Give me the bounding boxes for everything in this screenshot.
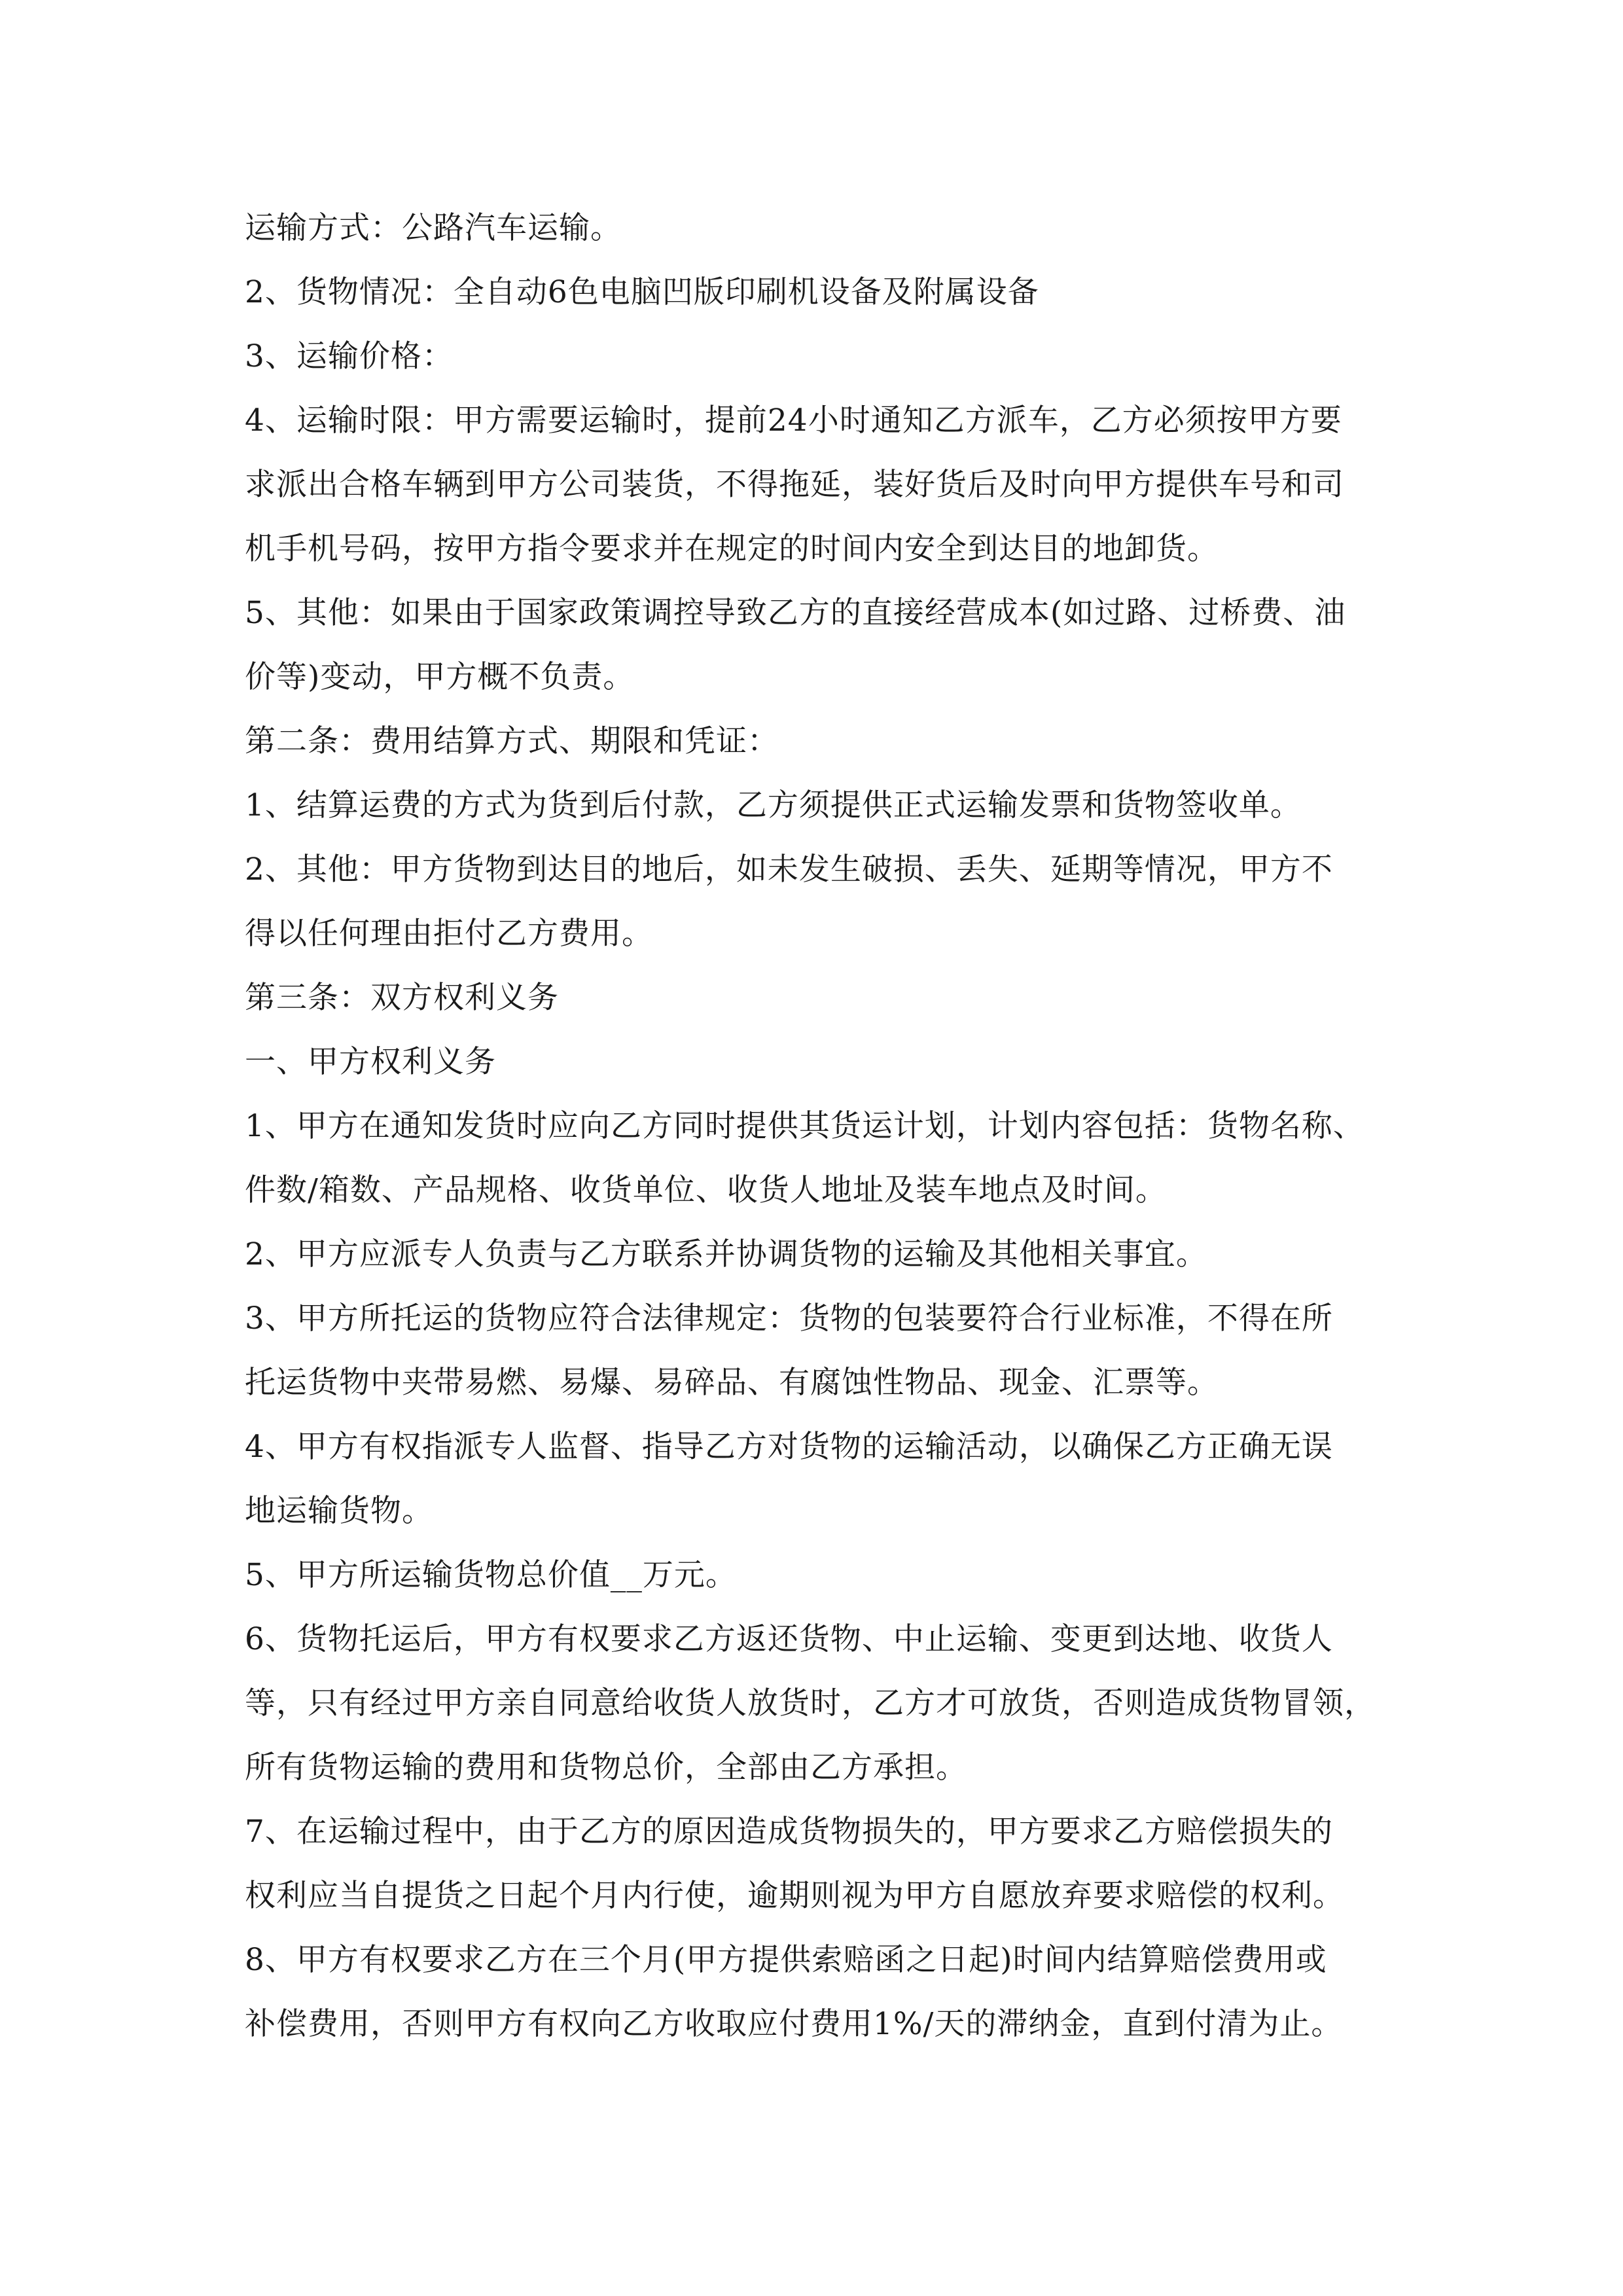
text-line: 件数/箱数、产品规格、收货单位、收货人地址及装车地点及时间。 <box>245 1172 1167 1208</box>
text-line: 所有货物运输的费用和货物总价，全部由乙方承担。 <box>245 1749 967 1785</box>
text-line: 5、其他：如果由于国家政策调控导致乙方的直接经营成本(如过路、过桥费、油 <box>245 595 1346 631</box>
text-line: 机手机号码，按甲方指令要求并在规定的时间内安全到达目的地卸货。 <box>245 531 1219 567</box>
text-line: 得以任何理由拒付乙方费用。 <box>245 916 653 952</box>
subsection-heading: 一、甲方权利义务 <box>245 1044 496 1080</box>
text-line: 2、甲方应派专人负责与乙方联系并协调货物的运输及其他相关事宜。 <box>245 1236 1207 1272</box>
text-line: 7、在运输过程中，由于乙方的原因造成货物损失的，甲方要求乙方赔偿损失的 <box>245 1814 1333 1850</box>
text-line: 4、甲方有权指派专人监督、指导乙方对货物的运输活动，以确保乙方正确无误 <box>245 1429 1333 1465</box>
text-line: 8、甲方有权要求乙方在三个月(甲方提供索赔函之日起)时间内结算赔偿费用或 <box>245 1942 1327 1978</box>
text-line: 2、其他：甲方货物到达目的地后，如未发生破损、丢失、延期等情况，甲方不 <box>245 852 1333 888</box>
text-line: 2、货物情况：全自动6色电脑凹版印刷机设备及附属设备 <box>245 274 1039 310</box>
text-line: 5、甲方所运输货物总价值__万元。 <box>245 1557 737 1593</box>
text-line: 权利应当自提货之日起个月内行使，逾期则视为甲方自愿放弃要求赔偿的权利。 <box>245 1878 1344 1914</box>
text-line: 4、运输时限：甲方需要运输时，提前24小时通知乙方派车，乙方必须按甲方要 <box>245 403 1342 439</box>
text-line: 3、运输价格： <box>245 338 454 374</box>
text-line: 求派出合格车辆到甲方公司装货，不得拖延，装好货后及时向甲方提供车号和司 <box>245 467 1344 503</box>
text-line: 托运货物中夹带易燃、易爆、易碎品、有腐蚀性物品、现金、汇票等。 <box>245 1365 1219 1401</box>
document-body <box>245 196 1383 2056</box>
text-line: 补偿费用，否则甲方有权向乙方收取应付费用1%/天的滞纳金，直到付清为止。 <box>245 2006 1343 2042</box>
text-line: 1、结算运费的方式为货到后付款，乙方须提供正式运输发票和货物签收单。 <box>245 787 1302 823</box>
text-line: 6、货物托运后，甲方有权要求乙方返还货物、中止运输、变更到达地、收货人 <box>245 1621 1333 1657</box>
text-line: 等，只有经过甲方亲自同意给收货人放货时，乙方才可放货，否则造成货物冒领， <box>245 1685 1376 1721</box>
text-line: 运输方式：公路汽车运输。 <box>245 210 622 246</box>
section-heading: 第二条：费用结算方式、期限和凭证： <box>245 723 779 759</box>
text-line: 价等)变动，甲方概不负责。 <box>245 659 635 695</box>
text-line: 1、甲方在通知发货时应向乙方同时提供其货运计划，计划内容包括：货物名称、 <box>245 1108 1364 1144</box>
section-heading: 第三条：双方权利义务 <box>245 980 559 1016</box>
text-line: 3、甲方所托运的货物应符合法律规定：货物的包装要符合行业标准，不得在所 <box>245 1300 1333 1336</box>
text-line: 地运输货物。 <box>245 1493 433 1529</box>
